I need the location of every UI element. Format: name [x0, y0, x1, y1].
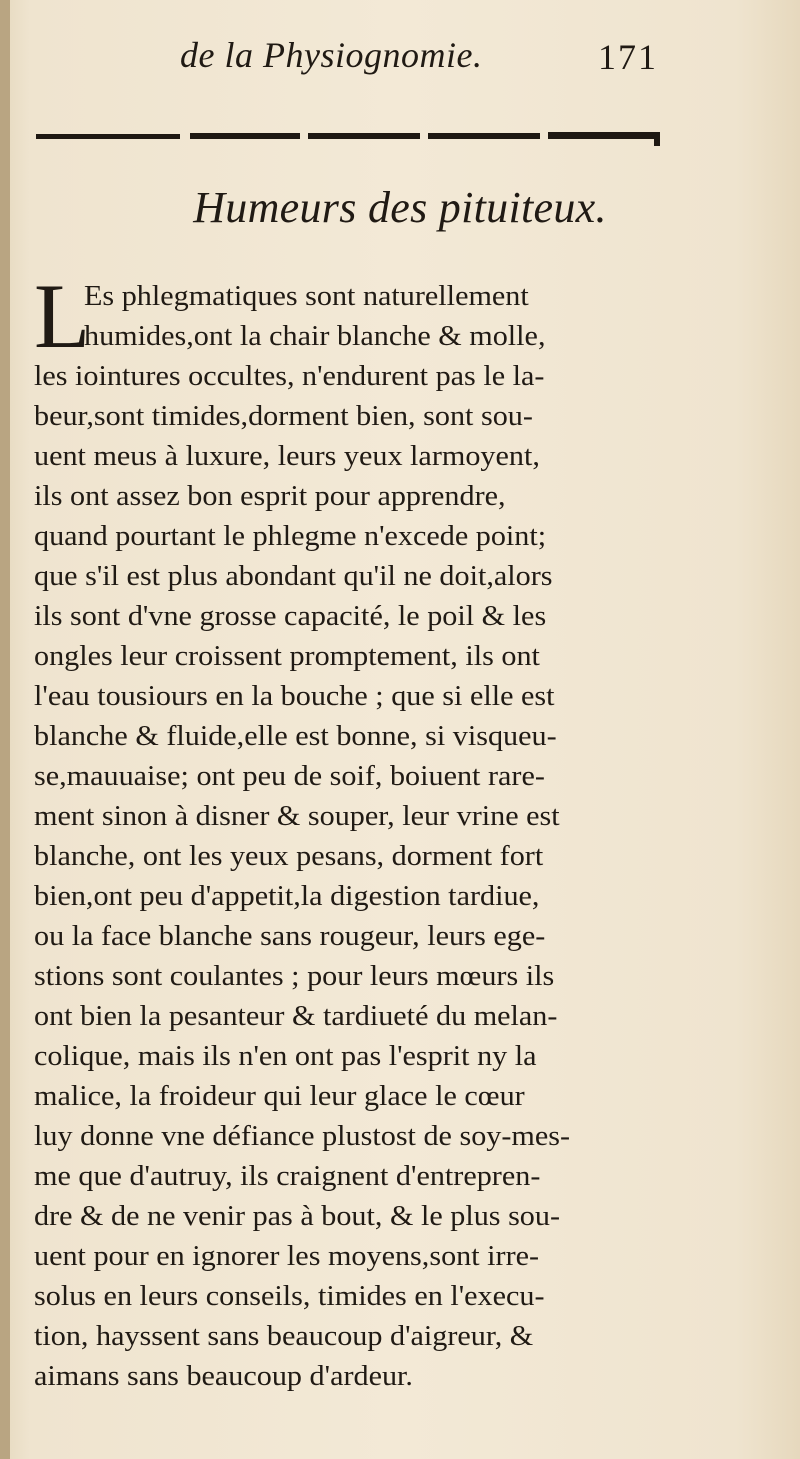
text-line: solus en leurs conseils, timides en l'execu-	[34, 1280, 545, 1312]
section-title: Humeurs des pituiteux.	[193, 183, 607, 232]
text-line: luy donne vne défiance plustost de soy-mes-	[34, 1120, 571, 1152]
text-line: les iointures occultes, n'endurent pas le la-	[34, 360, 545, 392]
text-line: humides,ont la chair blanche & molle,	[84, 320, 546, 352]
text-line: aimans sans beaucoup d'ardeur.	[34, 1360, 413, 1392]
text-line: uent pour en ignorer les moyens,sont irre-	[34, 1240, 540, 1272]
text-line: uent meus à luxure, leurs yeux larmoyent,	[34, 440, 540, 472]
text-line: bien,ont peu d'appetit,la digestion tardiue,	[34, 880, 540, 912]
text-line: dre & de ne venir pas à bout, & le plus sou-	[34, 1200, 561, 1232]
text-line: ils sont d'vne grosse capacité, le poil & les	[34, 600, 547, 632]
text-line: Es phlegmatiques sont naturellement	[84, 280, 529, 312]
text-line: ment sinon à disner & souper, leur vrine est	[34, 800, 560, 832]
text-line: quand pourtant le phlegme n'excede point;	[34, 520, 547, 552]
text-line: me que d'autruy, ils craignent d'entrepren-	[34, 1160, 541, 1192]
text-line: stions sont coulantes ; pour leurs mœurs ils	[34, 960, 555, 992]
text-line: ont bien la pesanteur & tardiueté du melan-	[34, 1000, 558, 1032]
text-line: beur,sont timides,dorment bien, sont sou-	[34, 400, 533, 432]
text-line: que s'il est plus abondant qu'il ne doit,alors	[34, 560, 553, 592]
drop-cap: L	[34, 265, 91, 367]
text-line: blanche & fluide,elle est bonne, si visqueu-	[34, 720, 557, 752]
text-line: ou la face blanche sans rougeur, leurs ege-	[34, 920, 546, 952]
text-line: ils ont assez bon esprit pour apprendre,	[34, 480, 506, 512]
text-line: se,mauuaise; ont peu de soif, boiuent rare-	[34, 760, 545, 792]
running-head: de la Physiognomie.	[180, 35, 483, 75]
text-line: ongles leur croissent promptement, ils ont	[34, 640, 540, 672]
text-line: blanche, ont les yeux pesans, dorment fort	[34, 840, 544, 872]
page-number: 171	[598, 37, 658, 77]
decorative-rule	[36, 128, 662, 148]
text-line: tion, hayssent sans beaucoup d'aigreur, &	[34, 1320, 534, 1352]
text-line: l'eau tousiours en la bouche ; que si elle est	[34, 680, 555, 712]
text-line: colique, mais ils n'en ont pas l'esprit ny la	[34, 1040, 537, 1072]
text-line: malice, la froideur qui leur glace le cœur	[34, 1080, 525, 1112]
